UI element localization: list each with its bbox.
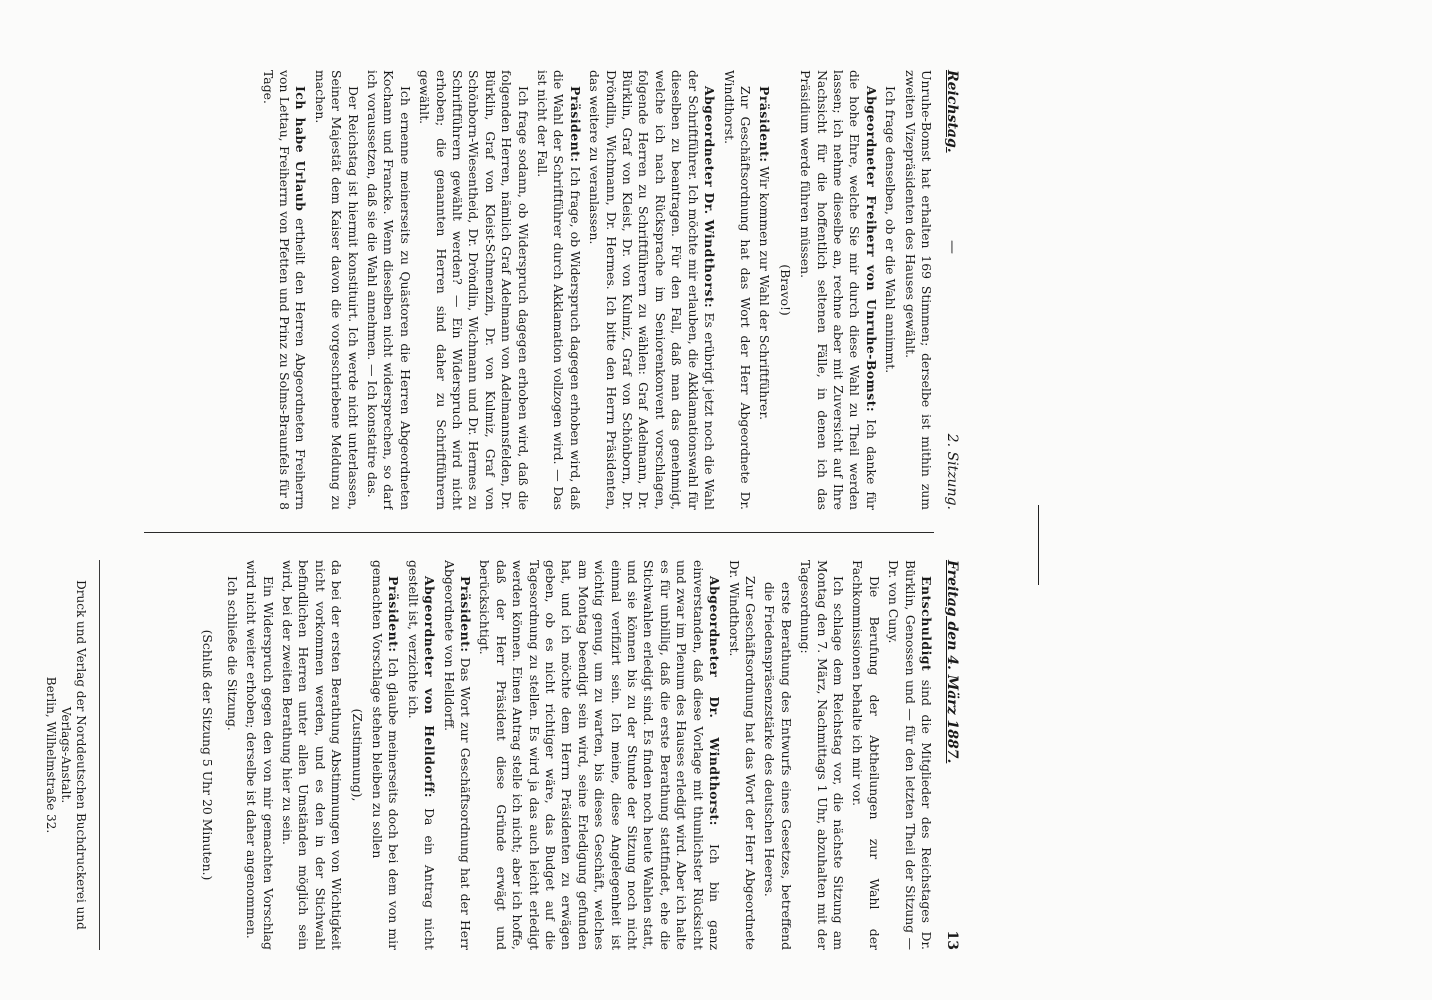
- paragraph: [720, 70, 753, 510]
- paragraph-text: Das Wort zur Geschäftsordnung hat der Herr Abgeordnete von Helldorff.: [441, 560, 474, 950]
- paragraph: [243, 560, 276, 950]
- page-number: 13: [944, 930, 960, 950]
- column-divider: [144, 532, 934, 533]
- speaker-name: Präsident:: [757, 86, 773, 163]
- paragraph-text: Wir kommen zur Wahl der Schriftführer.: [757, 166, 773, 421]
- paragraph: [901, 70, 934, 510]
- paragraph-text: ertheilt den Herren Abgeordneten Freiherrn von Lettau, Freiherrn von Pfetten und Prinz zu Solms-Braunfels für 8 Tage.: [260, 70, 309, 510]
- paragraph-text: Zur Geschäftsordnung hat das Wort der Herr Abgeordnete Dr. Windthorst.: [726, 560, 758, 950]
- paragraph-text: Ich danke für die hohe Ehre, welche Sie mir durch diese Wahl zu Theil werden lassen; ich nehme dieselbe an, rechne aber mit Zuversicht auf Ihre Nachsicht für die hoffentlich seltenen Fälle, in denen ich das Präsidium werde führen müssen.: [798, 70, 879, 510]
- paragraph: [476, 560, 722, 950]
- paragraph-text: (Zustimmung),: [349, 708, 365, 802]
- paragraph: [849, 560, 882, 950]
- paragraph-text: Unruhe-Bomst hat erhalten 169 Stimmen; derselbe ist mithin zum zweiten Vizepräsidenten des Hauses gewählt.: [902, 70, 934, 510]
- stage-direction: [199, 560, 215, 950]
- stage-direction: [348, 560, 364, 950]
- paragraph: [534, 70, 583, 510]
- speaker-name: Präsident:: [458, 576, 474, 653]
- paragraph-text: Der Reichstag ist hiermit konstituirt. Ich werde nicht unterlassen, Seiner Majestät dem Kaiser davon die vorgeschriebene Meldung zu machen.: [312, 70, 361, 510]
- paragraph: [259, 70, 308, 510]
- speaker-name: Entschuldigt: [919, 576, 934, 672]
- paragraph-text: Da ein Antrag nicht gestellt ist, verzichte ich.: [405, 560, 438, 950]
- paragraph-text: (Bravo!): [777, 264, 793, 316]
- printer-imprint: [43, 560, 88, 950]
- paragraph: [882, 70, 898, 510]
- paragraph: [756, 70, 772, 510]
- stage-direction: [776, 70, 792, 510]
- paragraph: [797, 70, 879, 510]
- paragraph: [404, 560, 437, 950]
- paragraph: [586, 70, 717, 510]
- header-separator: —: [944, 240, 960, 254]
- paragraph-text: Zur Geschäftsordnung hat das Wort der Herr Abgeordnete Dr. Windthorst.: [721, 70, 753, 510]
- paragraph-text: Ich schließe die Sitzung.: [224, 576, 240, 731]
- paragraph-text: da bei der ersten Berathung Abstimmungen von Wichtigkeit nicht vorkommen werden, und es den in der Stichwahl befindlichen Herren unter allen Umständen möglich sein wird, bei der zweiten Berathung hier zu sein.: [279, 560, 345, 950]
- left-running-header: [936, 70, 960, 510]
- scan-artifact-line: [1038, 505, 1039, 585]
- header-session: 2. Sitzung.: [944, 433, 960, 510]
- imprint-line-1: Druck und Verlag der Norddeutschen Buchdruckerei und Verlags-Anstalt.: [59, 580, 88, 930]
- right-text-column: [114, 560, 934, 950]
- paragraph-text: erste Berathung des Entwurfs eines Gesetzes, betreffend die Friedenspräsenzstärke des deutschen Heeres.: [762, 582, 794, 950]
- paragraph: [311, 70, 360, 510]
- paragraph-text: Ich bin ganz einverstanden, daß diese Vorlage mit thunlichster Rücksicht und zwar im Plenum des Hauses erledigt wird. Aber ich halte es für unbillig, daß die erste Berathung stattfindet, ehe die Stichwahlen erledigt sind. Es finden noch heute Wahlen statt, und sie können bis zu der Stunde der Sitzung noch nicht einmal verifizirt sein. Ich meine, diese Angelegenheit ist wichtig genug, um zu warten, bis dieses Geschäft, welches am Montag beendigt sein wird, seine Erledigung gefunden hat, und ich möchte dem Herrn Präsidenten zu erwägen geben, ob es nicht richtiger wäre, das Budget auf die Tagesordnung zu stellen. Es wird ja das auch leicht erledigt werden können. Einen Antrag stelle ich nicht; aber ich hoffe, daß der Herr Präsident diese Gründe erwägt und berücksichtigt.: [477, 560, 723, 950]
- paragraph: [369, 560, 402, 950]
- paragraph-text: (Schluß der Sitzung 5 Uhr 20 Minuten.): [200, 629, 216, 881]
- paragraph-text: Ich ernenne meinerseits zu Quästoren die Herren Abgeordneten Kochann und Francke. Wenn dieselben nicht widersprechen, so darf ich voraussetzen, daß sie die Wahl annehmen. — Ich konstatire das.: [365, 70, 413, 510]
- speaker-name: Abgeordneter Dr. Windthorst:: [707, 576, 723, 826]
- paragraph: [279, 560, 345, 950]
- header-title: Reichstag.: [944, 70, 960, 153]
- speaker-name: Abgeordneter von Helldorff:: [422, 576, 438, 798]
- paragraph: [761, 560, 794, 950]
- paragraph: [223, 560, 239, 950]
- imprint-rule: [99, 560, 100, 950]
- paragraph: [797, 560, 846, 950]
- speaker-name: Präsident:: [386, 576, 402, 653]
- right-running-header: [936, 560, 960, 950]
- speaker-name: Ich habe Urlaub: [293, 86, 309, 212]
- header-date: Freitag den 4. März 1887.: [944, 560, 960, 764]
- paragraph: [364, 70, 413, 510]
- imprint-line-2: Berlin, Wilhelmstraße 32.: [44, 676, 58, 834]
- paragraph-text: Ich frage, ob Widerspruch dagegen erhoben wird, daß die Wahl der Schriftführer durch Akklamation vollzogen wird. — Das ist nicht der Fall.: [535, 70, 583, 510]
- paragraph-text: Ein Widerspruch gegen den von mir gemachten Vorschlag wird nicht weiter erhoben; derselbe ist daher angenommen.: [244, 560, 276, 950]
- paragraph-text: sind die Mitglieder des Reichstages Dr. Bürklin, Genossen und — für den letzten Theil der Sitzung — Dr. von Cuny.: [886, 560, 934, 950]
- speaker-name: Abgeordneter Dr. Windthorst:: [702, 86, 718, 309]
- paragraph-text: Ich frage sodann, ob Widerspruch dagegen erhoben wird, daß die folgenden Herren, nämlich Graf Adelmann von Adelmannsfelden, Dr. Bürklin, Graf von Kleist-Schmenzin, Dr. von Kulmiz, Graf von Schönborn-Wiesentheid, Dr. Dröndlin, Wichmann und Dr. Hermes zu Schriftführern gewählt werden? — Ein Widerspruch wird nicht erhoben; die genannten Herren sind daher zu Schriftführern gewählt.: [417, 70, 531, 510]
- speaker-name: Abgeordneter Freiherr von Unruhe-Bomst:: [863, 86, 879, 413]
- paragraph: [725, 560, 758, 950]
- paragraph: [416, 70, 531, 510]
- paragraph-text: Es erübrigt jetzt noch die Wahl der Schriftführer. Ich möchte mir erlauben, die Akklamationswahl für dieselben zu beantragen. Für den Fall, daß man das genehmigt, welche ich nach Rücksprache im Seniorenkonvent vorschlagen, folgende Herren zu Schriftführern zu wählen: Graf Adelmann, Dr. Bürklin, Graf von Kleist, Dr. von Kulmiz, Graf von Schönborn, Dr. Dröndlin, Wichmann, Dr. Hermes. Ich bitte den Herrn Präsidenten, das weitere zu veranlassen.: [587, 70, 718, 510]
- speaker-name: Präsident:: [567, 86, 583, 163]
- left-text-column: [114, 70, 934, 510]
- paragraph-text: Die Berufung der Abtheilungen zur Wahl der Fachkommissionen behalte ich mir vor.: [850, 560, 882, 950]
- paragraph-text: Ich schlage dem Reichstag vor, die nächste Sitzung am Montag den 7. März, Nachmittags 1 Uhr, abzuhalten mit der Tagesordnung:: [798, 560, 846, 950]
- paragraph-text: Ich frage denselben, ob er die Wahl annimmt.: [883, 86, 899, 374]
- paragraph: [885, 560, 934, 950]
- paragraph: [440, 560, 473, 950]
- paragraph-text: Ich glaube meinerseits doch bei dem von mir gemachten Vorschlage stehen bleiben zu sollen: [370, 560, 402, 950]
